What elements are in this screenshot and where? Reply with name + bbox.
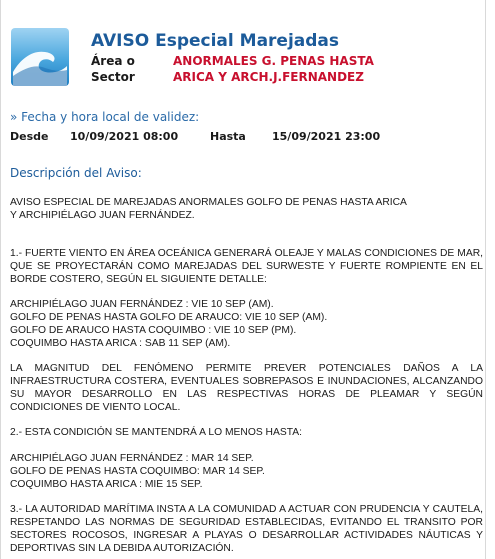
area-label: Área o bbox=[91, 54, 135, 68]
validity-heading: » Fecha y hora local de validez: bbox=[10, 110, 200, 124]
wave-icon bbox=[11, 28, 69, 86]
paragraph-4: 3.- LA AUTORIDAD MARÍTIMA INSTA A LA COMUNIDAD A ACTUAR CON PRUDENCIA Y CAUTELA, RESPETANDO LAS NORMAS DE SEGURIDAD ESTABLECIDAS, EVITANDO EL TRANSITO POR SECTORES ROCOSOS, INGRESAR A PLAYAS O DESARROLLAR ACTIVIDADES NÁUTICAS Y DEPORTIVAS SIN LA DEBIDA AUTORIZACIÓN. bbox=[10, 504, 483, 554]
list-item: GOLFO DE PENAS HASTA GOLFO DE ARAUCO: VIE 10 SEP (AM). bbox=[10, 312, 328, 324]
paragraph-3: 2.- ESTA CONDICIÓN SE MANTENDRÁ A LO MENOS HASTA: bbox=[10, 427, 302, 439]
intro-line: Y ARCHIPIÉLAGO JUAN FERNÁNDEZ. bbox=[10, 209, 195, 221]
aviso-header bbox=[11, 28, 481, 88]
area-value: ANORMALES G. PENAS HASTA bbox=[173, 54, 374, 68]
sector-label: Sector bbox=[91, 70, 135, 84]
list-item: COQUIMBO HASTA ARICA : MIE 15 SEP. bbox=[10, 478, 203, 490]
to-label: Hasta bbox=[210, 130, 246, 143]
intro-line: AVISO ESPECIAL DE MAREJADAS ANORMALES GOLFO DE PENAS HASTA ARICA bbox=[10, 197, 407, 208]
list-item: ARCHIPIÉLAGO JUAN FERNÁNDEZ : MAR 14 SEP. bbox=[10, 452, 254, 464]
sector-row bbox=[91, 70, 364, 84]
page-title: AVISO Especial Marejadas bbox=[91, 31, 340, 51]
sector-value: ARICA Y ARCH.J.FERNANDEZ bbox=[173, 70, 364, 84]
list-item: GOLFO DE ARAUCO HASTA COQUIMBO : VIE 10 SEP (PM). bbox=[10, 324, 297, 336]
to-value: 15/09/2021 23:00 bbox=[272, 130, 381, 143]
list-item: COQUIMBO HASTA ARICA : SAB 11 SEP (AM). bbox=[10, 337, 231, 349]
description-body bbox=[10, 197, 483, 555]
paragraph-1: 1.- FUERTE VIENTO EN ÁREA OCEÁNICA GENERARÁ OLEAJE Y MALAS CONDICIONES DE MAR, QUE SE PROYECTARÁN COMO MAREJADAS DEL SURWESTE Y FUERTE ROMPIENTE EN EL BORDE COSTERO, SEGÚN EL SIGUIENTE DETALLE: bbox=[10, 248, 483, 285]
from-label: Desde bbox=[10, 130, 49, 143]
from-value: 10/09/2021 08:00 bbox=[70, 130, 179, 143]
paragraph-2: LA MAGNITUD DEL FENÓMENO PERMITE PREVER POTENCIALES DAÑOS A LA INFRAESTRUCTURA COSTERA, EVENTUALES SOBREPASOS E INUNDACIONES, ALCANZANDO SU MAYOR DESARROLLO EN LAS RESPECTIVAS HORAS DE PLEAMAR Y SEGÚN CONDICIONES DE VIENTO LOCAL. bbox=[10, 363, 483, 413]
list-item: ARCHIPIÉLAGO JUAN FERNÁNDEZ : VIE 10 SEP (AM). bbox=[10, 299, 274, 311]
description-heading: Descripción del Aviso: bbox=[10, 166, 142, 180]
list-item: GOLFO DE PENAS HASTA COQUIMBO: MAR 14 SEP. bbox=[10, 465, 265, 477]
area-row bbox=[91, 54, 374, 68]
